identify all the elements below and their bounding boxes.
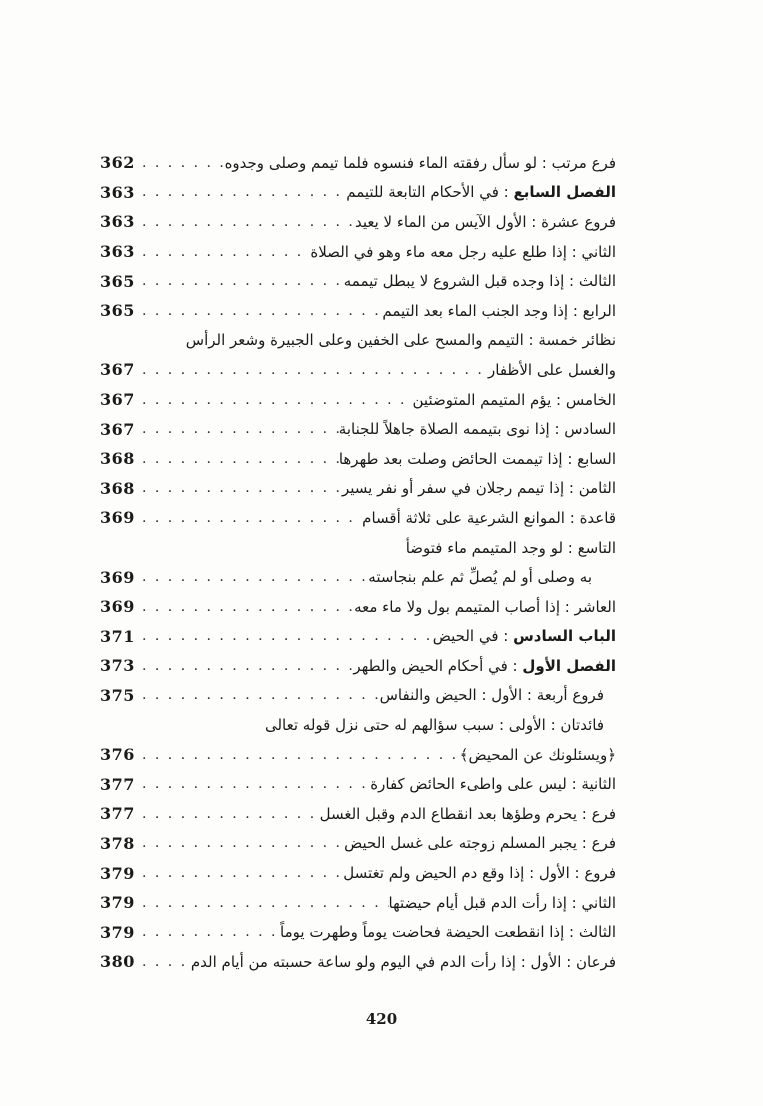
toc-entry[interactable]: [100, 651, 616, 681]
toc-entry[interactable]: [100, 858, 616, 888]
toc-entry-text: فرع : يحرم وطؤها بعد انقطاع الدم وقبل الغسل: [319, 804, 616, 823]
toc-entry-text: الثالث : إذا انقطعت الحيضة فحاضت يوماً وطهرت يوماً: [280, 923, 616, 942]
leader-dots: [142, 599, 354, 615]
leader-dots: [142, 480, 342, 496]
toc-entry-text: فروع أربعة : الأول : الحيض والنفاس: [379, 686, 604, 705]
toc-entry[interactable]: [100, 237, 616, 267]
section-heading-lead: الفصل الأول: [522, 656, 616, 675]
toc-entry-text: الثاني : إذا رأت الدم قبل أيام حيضتها: [388, 893, 616, 912]
leader-dots: [142, 303, 382, 319]
leader-dots: [142, 214, 355, 230]
toc-entry[interactable]: [100, 207, 616, 237]
section-heading-lead: الفصل السابع: [513, 183, 616, 202]
leader-dots: [142, 421, 339, 437]
toc-page-number: 369: [100, 597, 135, 617]
toc-entry[interactable]: [100, 829, 616, 859]
toc-entry-text: الثاني : إذا طلع عليه رجل معه ماء وهو في الصلاة: [310, 242, 616, 261]
toc-entry-continued[interactable]: [100, 533, 616, 563]
toc-entry-continued[interactable]: [100, 710, 616, 740]
toc-entry-text: فرع : يجبر المسلم زوجته على غسل الحيض: [344, 834, 616, 853]
toc-page-number: 368: [100, 478, 135, 498]
toc-page-number: 380: [100, 952, 135, 972]
toc-entry[interactable]: [100, 414, 616, 444]
toc-entry-text: به وصلى أو لم يُصلِّ ثم علم بنجاسته: [368, 568, 592, 587]
toc-entry[interactable]: [100, 562, 616, 592]
leader-dots: [142, 451, 339, 467]
toc-entry-text: السادس : إذا نوى بتيممه الصلاة جاهلاً للجنابة: [338, 420, 616, 439]
toc-page-number: 375: [100, 685, 135, 705]
toc-entry[interactable]: [100, 266, 616, 296]
toc-entry[interactable]: [100, 769, 616, 799]
toc-entry-text: العاشر : إذا أصاب المتيمم بول ولا ماء معه: [354, 597, 616, 616]
toc-page-number: 363: [100, 212, 135, 232]
leader-dots: [142, 273, 344, 289]
toc-page-number: 379: [100, 922, 135, 942]
toc-page-number: 379: [100, 893, 135, 913]
toc-entry-text: الخامس : يؤم المتيمم المتوضئين: [412, 390, 616, 409]
toc-page-number: 367: [100, 419, 135, 439]
leader-dots: [142, 835, 344, 851]
toc-entry[interactable]: [100, 444, 616, 474]
toc-entry[interactable]: [100, 148, 616, 178]
toc-entry-text: الفصل الأول : في أحكام الحيض والطهر: [353, 656, 616, 675]
toc-page-number: 378: [100, 833, 135, 853]
toc-entry[interactable]: [100, 296, 616, 326]
toc-entry[interactable]: [100, 799, 616, 829]
toc-entry[interactable]: [100, 622, 616, 652]
toc-entry-text: والغسل على الأظفار: [488, 360, 616, 379]
toc-entry-text: الثانية : ليس على واطىء الحائض كفارة: [370, 775, 616, 794]
toc-entry[interactable]: [100, 385, 616, 415]
leader-dots: [142, 895, 389, 911]
leader-dots: [142, 687, 380, 703]
table-of-contents: [100, 148, 616, 977]
leader-dots: [142, 747, 460, 763]
toc-page-number: 363: [100, 182, 135, 202]
leader-dots: [142, 569, 368, 585]
toc-entry[interactable]: [100, 888, 616, 918]
leader-dots: [142, 954, 191, 970]
leader-dots: [142, 510, 362, 526]
leader-dots: [142, 392, 413, 408]
leader-dots: [142, 628, 433, 644]
toc-entry-text: الباب السادس : في الحيض: [432, 627, 616, 646]
toc-entry-text: فرع مرتب : لو سأل رفقته الماء فنسوه فلما تيمم وصلى وجدوه: [224, 153, 616, 172]
leader-dots: [142, 362, 488, 378]
leader-dots: [142, 184, 346, 200]
page-number: 420: [365, 1010, 398, 1028]
toc-entry-text: فروع : الأول : إذا وقع دم الحيض ولم تغتسل: [343, 864, 616, 883]
toc-entry-text: السابع : إذا تيممت الحائض وصلت بعد طهرها: [338, 449, 616, 468]
toc-entry[interactable]: [100, 917, 616, 947]
toc-page-number: 368: [100, 449, 135, 469]
toc-page-number: 379: [100, 863, 135, 883]
toc-entry-text: الثامن : إذا تيمم رجلان في سفر أو نفر يسير: [341, 479, 616, 498]
toc-page-number: 371: [100, 626, 135, 646]
toc-page-number: 377: [100, 774, 135, 794]
toc-entry-text: الرابع : إذا وجد الجنب الماء بعد التيمم: [382, 301, 616, 320]
toc-entry[interactable]: [100, 178, 616, 208]
toc-entry-text: نظائر خمسة : التيمم والمسح على الخفين وعلى الجبيرة وشعر الرأس: [185, 331, 616, 350]
leader-dots: [142, 776, 370, 792]
toc-page-number: 369: [100, 567, 135, 587]
toc-entry-text: فرعان : الأول : إذا رأت الدم في اليوم ولو ساعة حسبته من أيام الدم: [190, 952, 616, 971]
leader-dots: [142, 244, 310, 260]
toc-entry-text: فروع عشرة : الأول الآيس من الماء لا يعيد: [354, 212, 616, 231]
toc-page-number: 373: [100, 656, 135, 676]
toc-entry[interactable]: [100, 474, 616, 504]
leader-dots: [142, 155, 225, 171]
section-heading-lead: الباب السادس: [513, 627, 616, 646]
toc-entry[interactable]: [100, 355, 616, 385]
toc-entry-text: قاعدة : الموانع الشرعية على ثلاثة أقسام: [362, 508, 616, 527]
leader-dots: [142, 658, 353, 674]
toc-page-number: 367: [100, 360, 135, 380]
toc-entry[interactable]: [100, 681, 616, 711]
toc-page-number: 376: [100, 745, 135, 765]
toc-entry-text: ﴿ويسئلونك عن المحيض﴾: [459, 745, 616, 764]
toc-page-number: 377: [100, 804, 135, 824]
toc-entry[interactable]: [100, 503, 616, 533]
toc-entry-text: الفصل السابع : في الأحكام التابعة للتيمم: [346, 183, 616, 202]
toc-entry[interactable]: [100, 592, 616, 622]
toc-entry[interactable]: [100, 947, 616, 977]
leader-dots: [142, 924, 280, 940]
toc-entry-text: الثالث : إذا وجده قبل الشروع لا يبطل تيممه: [343, 272, 616, 291]
toc-page-number: 365: [100, 271, 135, 291]
toc-page-number: 362: [100, 153, 135, 173]
toc-page-number: 363: [100, 242, 135, 262]
toc-entry-continued[interactable]: [100, 326, 616, 356]
toc-entry-text: التاسع : لو وجد المتيمم ماء فتوضأ: [405, 538, 616, 557]
toc-entry-text: فائدتان : الأولى : سبب سؤالهم له حتى نزل قوله تعالى: [264, 716, 604, 735]
toc-entry[interactable]: [100, 740, 616, 770]
leader-dots: [142, 865, 343, 881]
toc-page-number: 367: [100, 390, 135, 410]
toc-page-number: 369: [100, 508, 135, 528]
leader-dots: [142, 806, 320, 822]
toc-page-number: 365: [100, 301, 135, 321]
